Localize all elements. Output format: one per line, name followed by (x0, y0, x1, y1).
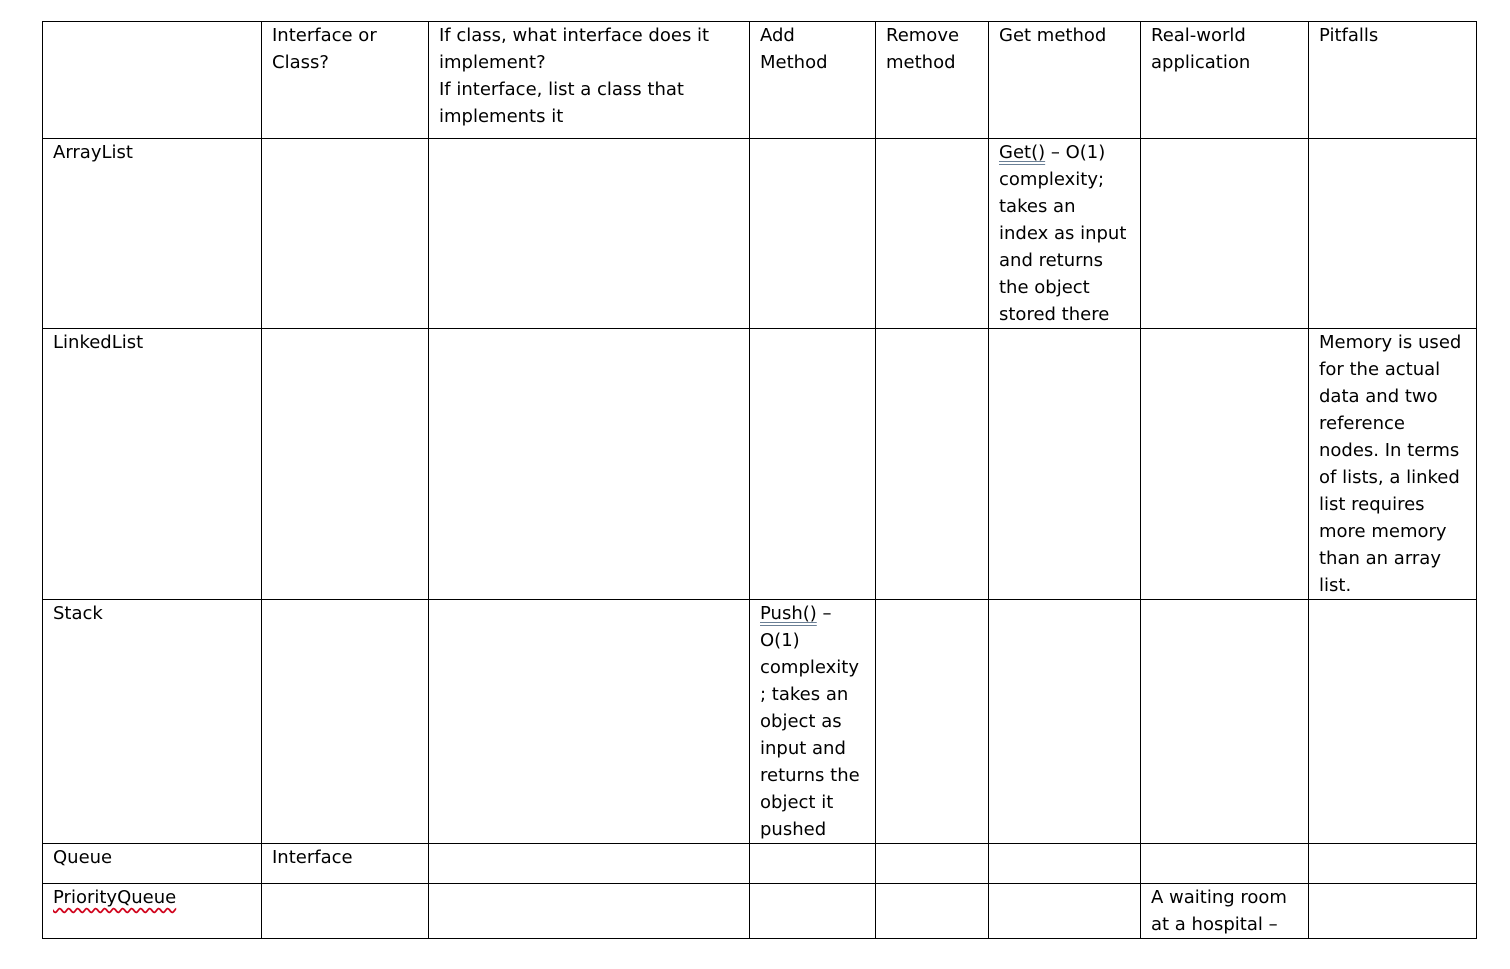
header-cell-real-world (1141, 22, 1309, 139)
header-label: Get method (999, 25, 1107, 46)
table-cell (989, 600, 1141, 844)
table-cell (1141, 844, 1309, 884)
header-cell-interface-or-class (262, 22, 429, 139)
table-row-arraylist (43, 139, 1477, 329)
table-cell (429, 139, 750, 329)
table-cell (750, 329, 876, 600)
table-cell (1309, 844, 1477, 884)
row-label: Queue (53, 847, 113, 868)
table-cell (876, 844, 989, 884)
row-label-cell (43, 884, 262, 939)
row-label-cell (43, 139, 262, 329)
header-label: If interface, list a class that implements it (439, 79, 684, 127)
table-cell (876, 600, 989, 844)
header-cell-implements (429, 22, 750, 139)
table-cell (429, 884, 750, 939)
header-label: Add Method (760, 25, 828, 73)
table-cell (262, 139, 429, 329)
header-label: If class, what interface does it implement? (439, 25, 710, 73)
header-label: Real-world application (1151, 25, 1251, 73)
real-world-cell (1141, 884, 1309, 939)
table-cell (1141, 600, 1309, 844)
header-label: Interface or Class? (272, 25, 377, 73)
table-cell (750, 844, 876, 884)
row-label-cell (43, 600, 262, 844)
header-label: Pitfalls (1319, 25, 1379, 46)
header-label: Remove method (886, 25, 960, 73)
row-label: LinkedList (53, 332, 144, 353)
interface-or-class-cell (262, 844, 429, 884)
interface-or-class-value: Interface (272, 847, 353, 868)
table-cell (989, 884, 1141, 939)
table-cell (262, 600, 429, 844)
document-page (42, 21, 1477, 939)
table-cell (876, 884, 989, 939)
row-label-cell (43, 329, 262, 600)
method-name: Push() (760, 603, 817, 624)
header-cell-pitfalls (1309, 22, 1477, 139)
table-cell (750, 884, 876, 939)
row-label: Stack (53, 603, 103, 624)
data-structures-table (42, 21, 1477, 939)
table-cell (989, 844, 1141, 884)
table-cell (1141, 329, 1309, 600)
table-cell (989, 329, 1141, 600)
header-cell-get-method (989, 22, 1141, 139)
pitfalls-text: Memory is used for the actual data and two reference nodes. In terms of lists, a linked list requires more memory than an array list. (1319, 332, 1462, 596)
header-cell-add-method (750, 22, 876, 139)
table-cell (429, 844, 750, 884)
table-cell (876, 139, 989, 329)
table-row-queue (43, 844, 1477, 884)
table-cell (429, 600, 750, 844)
add-method-cell (750, 600, 876, 844)
table-row-linkedlist (43, 329, 1477, 600)
table-cell (876, 329, 989, 600)
table-cell (429, 329, 750, 600)
table-cell (262, 329, 429, 600)
table-cell (1141, 139, 1309, 329)
table-cell (262, 884, 429, 939)
table-row-stack (43, 600, 1477, 844)
row-label: ArrayList (53, 142, 133, 163)
table-row-priorityqueue (43, 884, 1477, 939)
header-cell-remove-method (876, 22, 989, 139)
table-header-row (43, 22, 1477, 139)
method-name: Get() (999, 142, 1046, 163)
method-description: – O(1) complexity; takes an index as input and returns the object stored there (999, 142, 1127, 325)
table-cell (750, 139, 876, 329)
row-label-cell (43, 844, 262, 884)
real-world-text: A waiting room at a hospital – (1151, 887, 1287, 935)
row-label: PriorityQueue (53, 887, 177, 908)
table-cell (1309, 600, 1477, 844)
method-description: – O(1) complexity; takes an object as input and returns the object it pushed (760, 603, 860, 840)
header-cell-blank (43, 22, 262, 139)
pitfalls-cell (1309, 329, 1477, 600)
get-method-cell (989, 139, 1141, 329)
table-cell (1309, 884, 1477, 939)
table-cell (1309, 139, 1477, 329)
